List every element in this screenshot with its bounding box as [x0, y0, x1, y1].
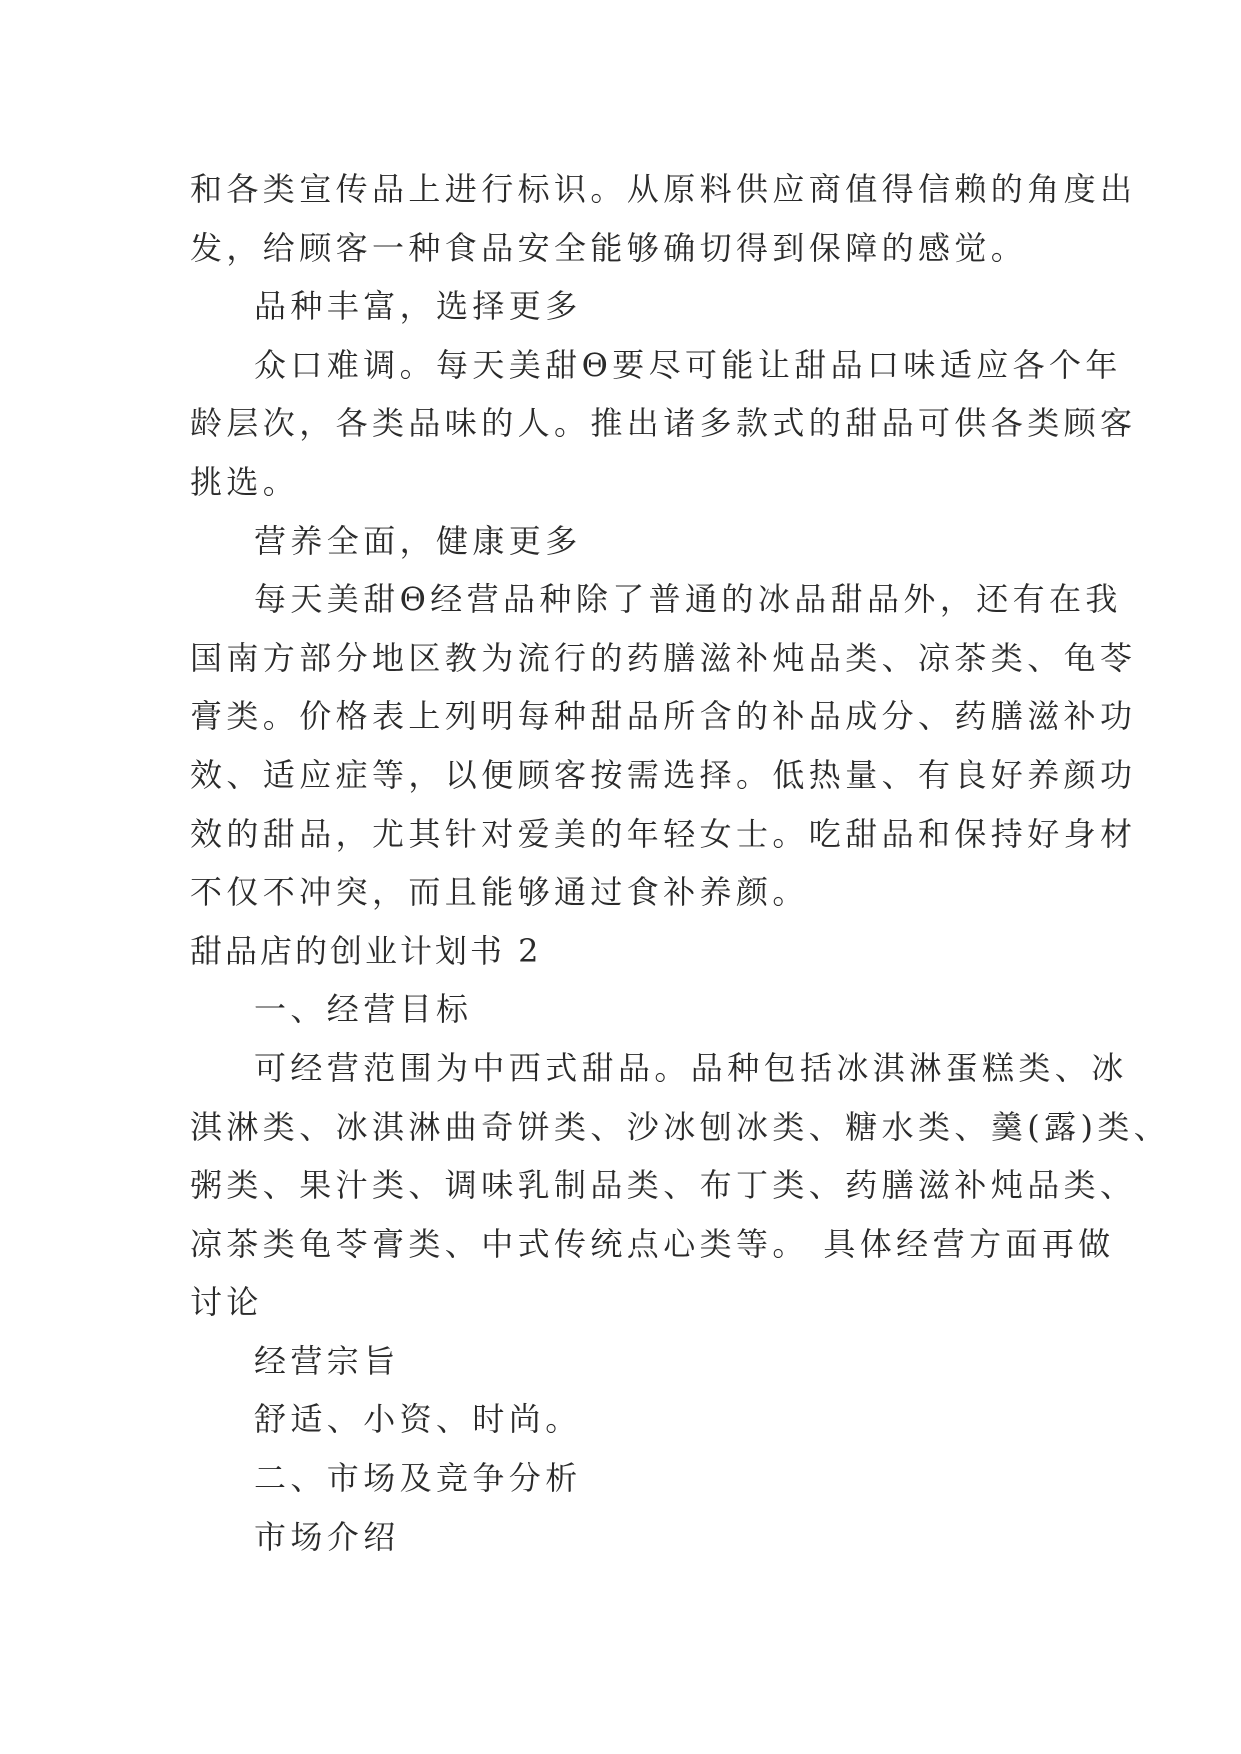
body-line: 龄层次，各类品味的人。推出诸多款式的甜品可供各类顾客: [190, 404, 1137, 443]
body-line: 舒适、小资、时尚。: [254, 1400, 582, 1439]
section-heading: 一、经营目标: [254, 990, 473, 1029]
body-line: 可经营范围为中西式甜品。品种包括冰淇淋蛋糕类、冰: [254, 1048, 1128, 1087]
body-line: 众口难调。每天美甜Θ要尽可能让甜品口味适应各个年: [254, 345, 1122, 384]
body-line: 淇淋类、冰淇淋曲奇饼类、沙冰刨冰类、糖水类、羹(露)类、: [190, 1107, 1171, 1146]
body-line: 不仅不冲突，而且能够通过食补养颜。: [190, 873, 809, 912]
section-heading: 品种丰富，选择更多: [254, 287, 582, 326]
section-heading: 经营宗旨: [254, 1341, 400, 1380]
body-line: 凉茶类龟苓膏类、中式传统点心类等。 具体经营方面再做: [190, 1224, 1115, 1263]
body-line: 和各类宣传品上进行标识。从原料供应商值得信赖的角度出: [190, 170, 1137, 208]
body-line: 膏类。价格表上列明每种甜品所含的补品成分、药膳滋补功: [190, 697, 1137, 736]
section-heading: 市场介绍: [254, 1517, 400, 1556]
document-title: 甜品店的创业计划书 2: [190, 931, 542, 970]
section-heading: 营养全面，健康更多: [254, 521, 582, 560]
body-line: 挑选。: [190, 462, 300, 501]
body-line: 发，给顾客一种食品安全能够确切得到保障的感觉。: [190, 228, 1028, 267]
body-line: 效的甜品，尤其针对爱美的年轻女士。吃甜品和保持好身材: [190, 814, 1137, 853]
section-heading: 二、市场及竞争分析: [254, 1459, 582, 1498]
body-line: 国南方部分地区教为流行的药膳滋补炖品类、凉茶类、龟苓: [190, 638, 1137, 677]
body-line: 讨论: [190, 1283, 263, 1322]
body-line: 效、适应症等，以便顾客按需选择。低热量、有良好养颜功: [190, 755, 1137, 794]
body-line: 粥类、果汁类、调味乳制品类、布丁类、药膳滋补炖品类、: [190, 1166, 1137, 1205]
body-line: 每天美甜Θ经营品种除了普通的冰品甜品外，还有在我: [254, 580, 1122, 619]
document-body: [190, 160, 1171, 1566]
